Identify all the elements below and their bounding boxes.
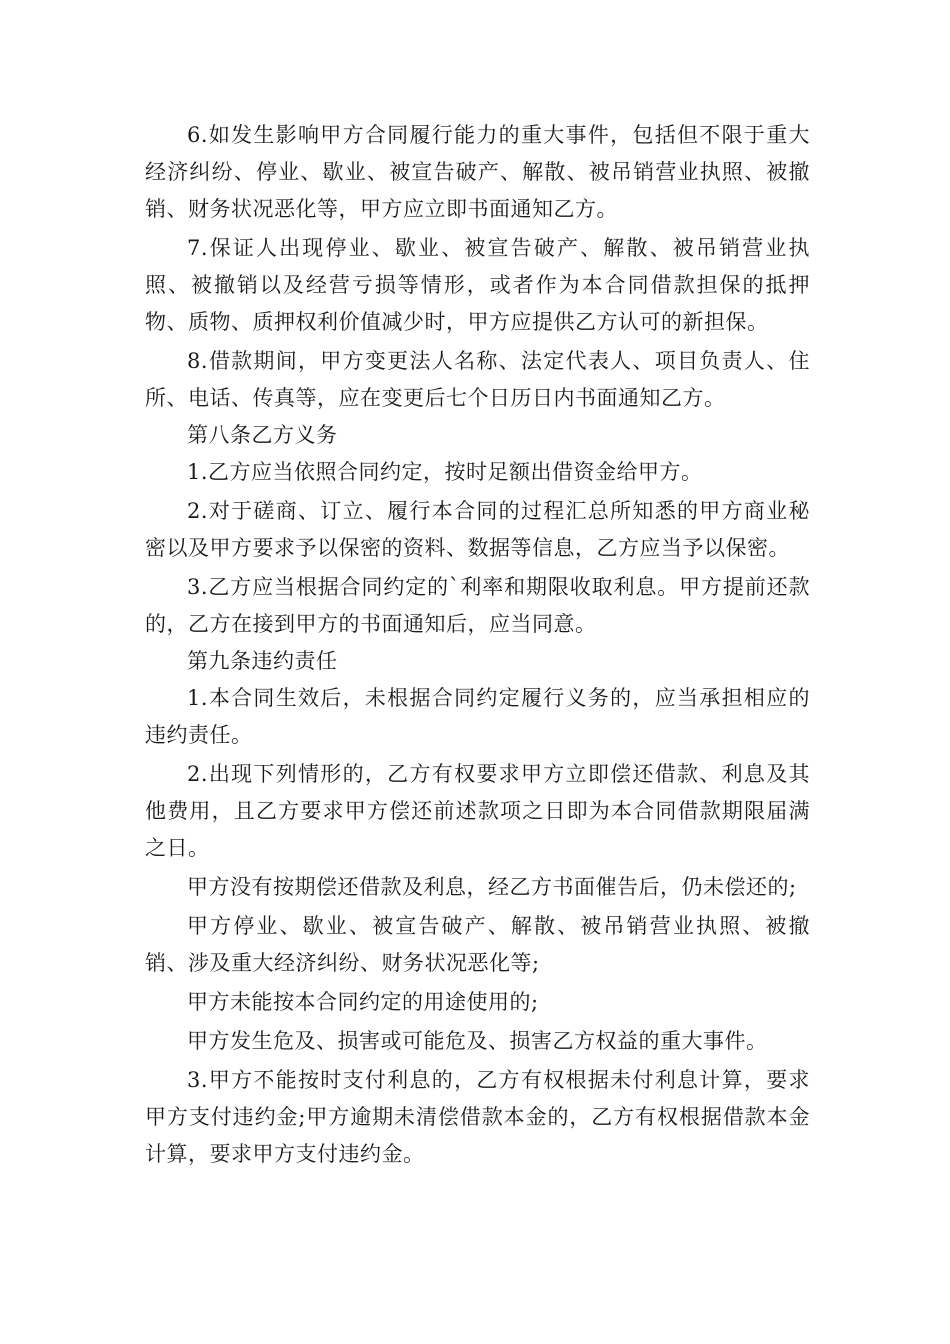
- paragraph-liability-3: 3.甲方不能按时支付利息的，乙方有权根据未付利息计算，要求甲方支付违约金;甲方逾期未清偿借款本金的，乙方有权根据借款本金计算，要求甲方支付违约金。: [145, 1068, 810, 1166]
- paragraph-liability-2: 2.出现下列情形的，乙方有权要求甲方立即偿还借款、利息及其他费用，且乙方要求甲方偿还前述款项之日即为本合同借款期限届满之日。: [145, 762, 810, 860]
- document-page: [145, 117, 810, 1173]
- paragraph-lender-obligation-1: 1.乙方应当依照合同约定，按时足额出借资金给甲方。: [187, 460, 703, 484]
- paragraph-condition-4: 甲方发生危及、损害或可能危及、损害乙方权益的重大事件。: [187, 1029, 768, 1053]
- paragraph-lender-obligation-2: 2.对于磋商、订立、履行本合同的过程汇总所知悉的甲方商业秘密以及甲方要求予以保密的资料、数据等信息，乙方应当予以保密。: [145, 499, 810, 560]
- paragraph-liability-1: 1.本合同生效后，未根据合同约定履行义务的，应当承担相应的违约责任。: [145, 686, 810, 747]
- section-heading-article-8: 第八条乙方义务: [187, 423, 338, 447]
- paragraph-obligation-7: 7.保证人出现停业、歇业、被宣告破产、解散、被吊销营业执照、被撤销以及经营亏损等情形，或者作为本合同借款担保的抵押物、质物、质押权利价值减少时，甲方应提供乙方认可的新担保。: [145, 236, 810, 334]
- paragraph-condition-2: 甲方停业、歇业、被宣告破产、解散、被吊销营业执照、被撤销、涉及重大经济纠纷、财务状况恶化等;: [145, 914, 810, 975]
- paragraph-obligation-8: 8.借款期间，甲方变更法人名称、法定代表人、项目负责人、住所、电话、传真等，应在变更后七个日历日内书面通知乙方。: [145, 349, 810, 410]
- paragraph-condition-1: 甲方没有按期偿还借款及利息，经乙方书面催告后，仍未偿还的;: [187, 875, 797, 899]
- paragraph-condition-3: 甲方未能按本合同约定的用途使用的;: [187, 990, 539, 1014]
- section-heading-article-9: 第九条违约责任: [187, 649, 338, 673]
- paragraph-lender-obligation-3: 3.乙方应当根据合同约定的`利率和期限收取利息。甲方提前还款的，乙方在接到甲方的书面通知后，应当同意。: [145, 575, 810, 636]
- paragraph-obligation-6: 6.如发生影响甲方合同履行能力的重大事件，包括但不限于重大经济纠纷、停业、歇业、被宣告破产、解散、被吊销营业执照、被撤销、财务状况恶化等，甲方应立即书面通知乙方。: [145, 123, 810, 221]
